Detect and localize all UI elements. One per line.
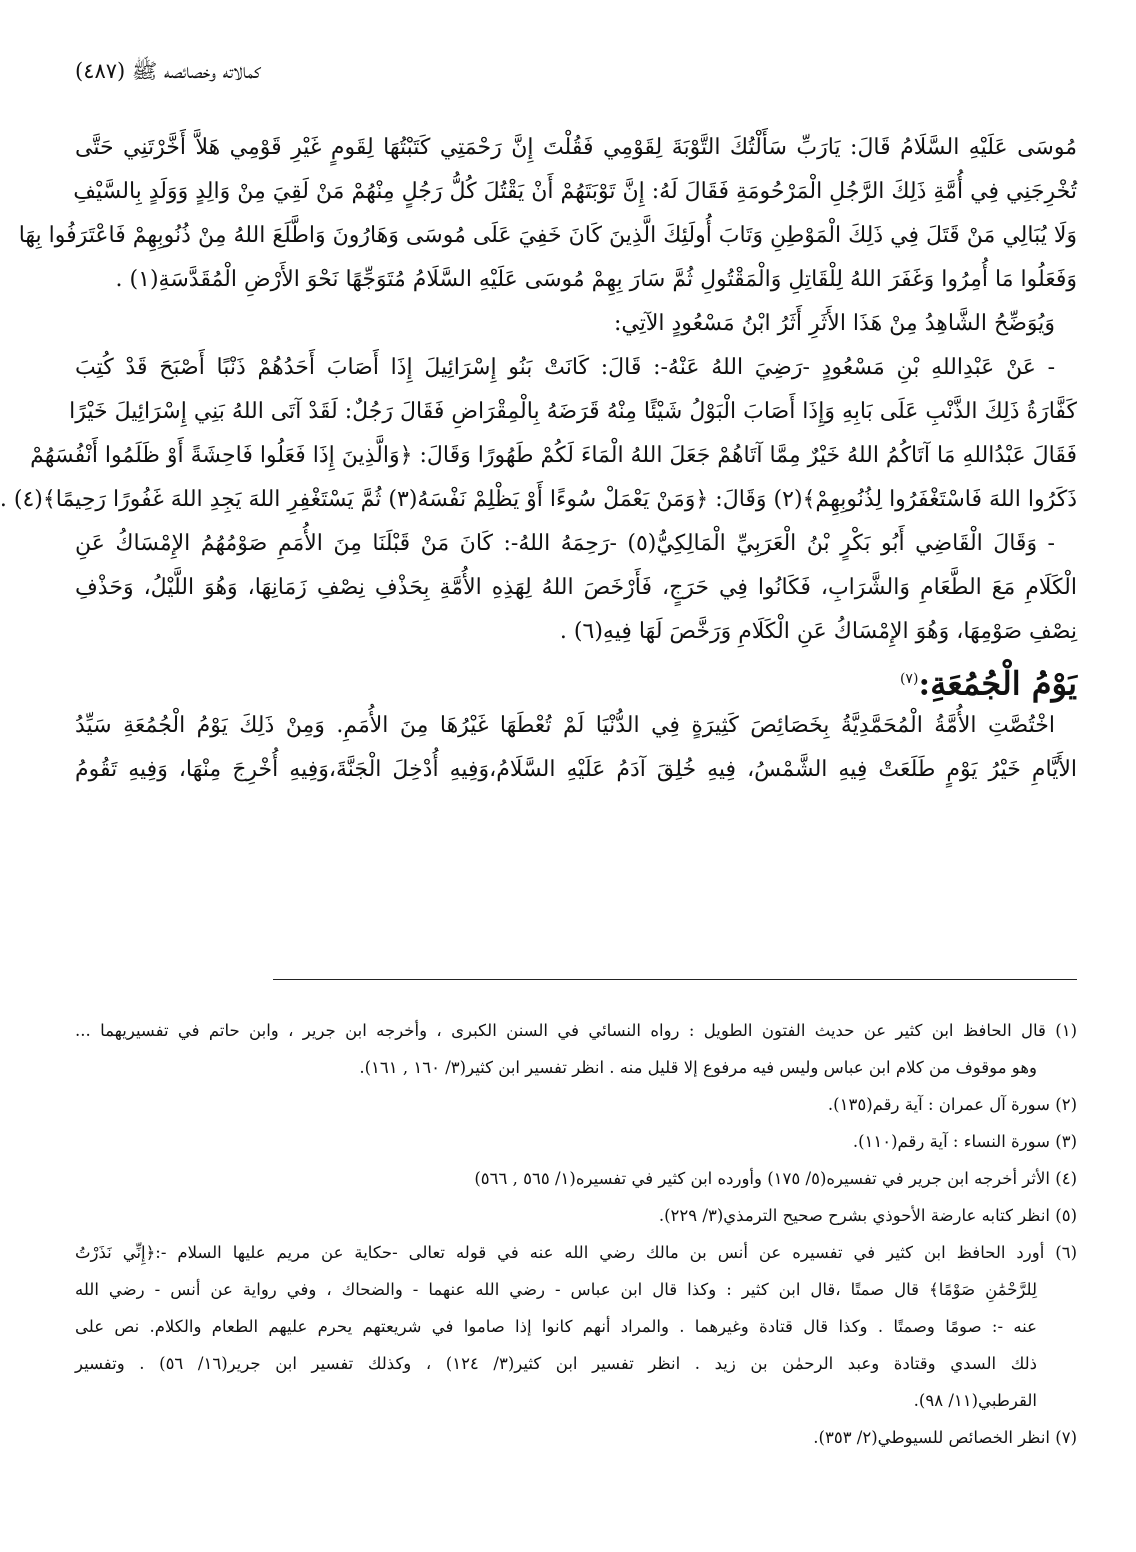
section-heading (75, 654, 1077, 704)
footnote-continuation: وهو موقوف من كلام ابن عباس وليس فيه مرفوع إلا قليل منه . انظر تفسير ابن كثير(٣/ ١٦٠ , ١٦١). (359, 1058, 1037, 1077)
text-line: كَفَّارَةُ ذَلِكَ الذَّنْبِ عَلَى بَابِهِ وَإِذَا أَصَابَ الْبَوْلُ شَيْئًا مِنْهُ قَرَضَهُ بِالْمِقْرَاضِ فَقَالَ رَجُلٌ: لَقَدْ آتَى اللهُ بَنِي إِسْرَائِيلَ خَيْرًا (69, 399, 1077, 424)
text-line: الْكَلَامِ مَعَ الطَّعَامِ وَالشَّرَابِ، فَكَانُوا فِي حَرَجٍ، فَأَرْخَصَ اللهُ لِهَذِهِ الأُمَّةِ بِحَذْفِ نِصْفِ زَمَانِهَا، وَهُوَ اللَّيْلُ، وَحَذْفِ (75, 575, 1077, 600)
footnote-ref: (٧) (899, 671, 919, 687)
text-line: وَيُوَضِّحُ الشَّاهِدُ مِنْ هَذَا الأَثَرِ أَثَرُ ابْنُ مَسْعُودٍ الآتِي: (613, 311, 1055, 336)
footnote: (٦) أورد الحافظ ابن كثير في تفسيره عن أنس بن مالك رضي الله عنه في قوله تعالى -حكاية عن مريم عليها السلام -:﴿إِنِّي نَذَرْتُ (75, 1243, 1077, 1262)
footnote: (٥) انظر كتابه عارضة الأحوذي بشرح صحيح الترمذي(٣/ ٢٢٩). (658, 1206, 1077, 1225)
footnote-divider (273, 979, 1077, 980)
text-line: - عَنْ عَبْدِاللهِ بْنِ مَسْعُودٍ -رَضِيَ اللهُ عَنْهُ-: قَالَ: كَانَتْ بَنُو إِسْرَائِيلَ إِذَا أَصَابَ أَحَدُهُمْ ذَنْبًا أَصْبَحَ قَدْ كُتِبَ (75, 355, 1055, 380)
footnote-continuation: القرطبي(١١/ ٩٨). (913, 1391, 1037, 1410)
text-line: نِصْفِ صَوْمِهَا، وَهُوَ الإِمْسَاكُ عَنِ الْكَلَامِ وَرَخَّصَ لَهَا فِيهِ(٦) . (559, 619, 1077, 644)
footnote: (٤) الأثر أخرجه ابن جرير في تفسيره(٥/ ١٧٥) وأورده ابن كثير في تفسيره(١/ ٥٦٥ , ٥٦٦) (474, 1169, 1077, 1188)
text-line: اخْتُصَّتِ الأُمَّةُ الْمُحَمَّدِيَّةُ بِخَصَائِصَ كَثِيرَةٍ فِي الدُّنْيَا لَمْ تُعْطَهَا غَيْرُهَا مِنَ الأُمَمِ. وَمِنْ ذَلِكَ يَوْمُ الْجُمُعَةِ سَيِّدُ (75, 713, 1055, 738)
text-line: - وَقَالَ الْقَاضِي أَبُو بَكْرٍ بْنُ الْعَرَبِيِّ الْمَالِكِيُّ(٥) -رَحِمَهُ اللهُ-: كَانَ مَنْ قَبْلَنَا مِنَ الأُمَمِ صَوْمُهُمُ الإِمْسَاكُ عَنِ (75, 531, 1055, 556)
text-line: وَلَا يُبَالِي مَنْ قَتَلَ فِي ذَلِكَ الْمَوْطِنِ وَتَابَ أُولَئِكَ الَّذِينَ كَانَ خَفِيَ عَلَى مُوسَى وَهَارُونَ وَاطَّلَعَ اللهُ مِنْ ذُنُوبِهِمْ فَاعْتَرَفُوا بِهَا (18, 223, 1077, 248)
text-line: الأَيَّامِ خَيْرُ يَوْمٍ طَلَعَتْ فِيهِ الشَّمْسُ، فِيهِ خُلِقَ آدَمُ عَلَيْهِ السَّلَامُ،وَفِيهِ أُدْخِلَ الْجَنَّةَ،وَفِيهِ أُخْرِجَ مِنْهَا، وَفِيهِ تَقُومُ (75, 757, 1077, 782)
footnote: (٧) انظر الخصائص للسيوطي(٢/ ٣٥٣). (813, 1428, 1077, 1447)
text-line: مُوسَى عَلَيْهِ السَّلَامُ قَالَ: يَارَبِّ سَأَلْتُكَ التَّوْبَةَ لِقَوْمِي فَقُلْتَ إِنَّ رَحْمَتِي كَتَبْتُهَا لِقَومٍ غَيْرِ قَوْمِي هَلاَّ أَخَّرْتَنِي حَتَّى (75, 135, 1077, 160)
footnote: (٢) سورة آل عمران : آية رقم(١٣٥). (827, 1095, 1077, 1114)
footnotes (75, 1012, 1077, 1456)
text-line: فَقَالَ عَبْدُاللهِ مَا آتَاكُمُ اللهُ خَيْرٌ مِمَّا آتَاهُمْ جَعَلَ اللهُ الْمَاءَ لَكُمْ طَهُورًا وَقَالَ: ﴿وَالَّذِينَ إِذَا فَعَلُوا فَاحِشَةً أَوْ ظَلَمُوا أَنْفُسَهُمْ (30, 443, 1077, 468)
text-line: ذَكَرُوا اللهَ فَاسْتَغْفَرُوا لِذُنُوبِهِمْ﴾(٢) وَقَالَ: ﴿وَمَنْ يَعْمَلْ سُوءًا أَوْ يَظْلِمْ نَفْسَهُ(٣) ثُمَّ يَسْتَغْفِرِ اللهَ يَجِدِ اللهَ غَفُورًا رَحِيمًا﴾(٤) . (0, 487, 1077, 512)
text-line: تُخْرِجَنِي فِي أُمَّةِ ذَلِكَ الرَّجُلِ الْمَرْحُومَةِ فَقَالَ لَهُ: إِنَّ تَوْبَتَهُمْ أَنْ يَقْتُلَ كُلُّ رَجُلٍ مِنْهُمْ مَنْ لَقِيَ مِنْ وَالِدٍ وَوَلَدٍ بِالسَّيْفِ (73, 179, 1077, 204)
footnote: (٣) سورة النساء : آية رقم(١١٠). (852, 1132, 1077, 1151)
footnote-continuation: عنه -: صومًا وصمتًا . وكذا قال قتادة وغيرهما . والمراد أنهم كانوا إذا صاموا في شريعتهم يحرم عليهم الطعام والكلام. نص على (75, 1317, 1037, 1336)
running-header: كمالاته وخصائصه ﷺ (٤٨٧) (75, 59, 261, 83)
footnote-continuation: ذلك السدي وقتادة وعبد الرحمٰن بن زيد . انظر تفسير ابن كثير(٣/ ١٢٤) ، وكذلك تفسير ابن جرير(١٦/ ٥٦) . وتفسير (75, 1354, 1038, 1373)
main-text (0, 126, 1077, 792)
section-title: يَوْمُ الْجُمُعَةِ: (918, 664, 1077, 703)
footnote: (١) قال الحافظ ابن كثير عن حديث الفتون الطويل : رواه النسائي في السنن الكبرى ، وأخرجه ابن جرير ، وابن حاتم في تفسيريهما ... (75, 1021, 1077, 1040)
text-line: وَفَعَلُوا مَا أُمِرُوا وَغَفَرَ اللهُ لِلْقَاتِلِ وَالْمَقْتُولِ ثُمَّ سَارَ بِهِمْ مُوسَى عَلَيْهِ السَّلَامُ مُتَوَجِّهًا نَحْوَ الأَرْضِ الْمُقَدَّسَةِ(١) . (115, 267, 1077, 292)
footnote-continuation: لِلرَّحْمَٰنِ صَوْمًا﴾ قال صمتًا ،قال ابن كثير : وكذا قال ابن عباس - رضي الله عنهما - والضحاك ، وفي رواية عن أنس - رضي الله (75, 1280, 1037, 1299)
